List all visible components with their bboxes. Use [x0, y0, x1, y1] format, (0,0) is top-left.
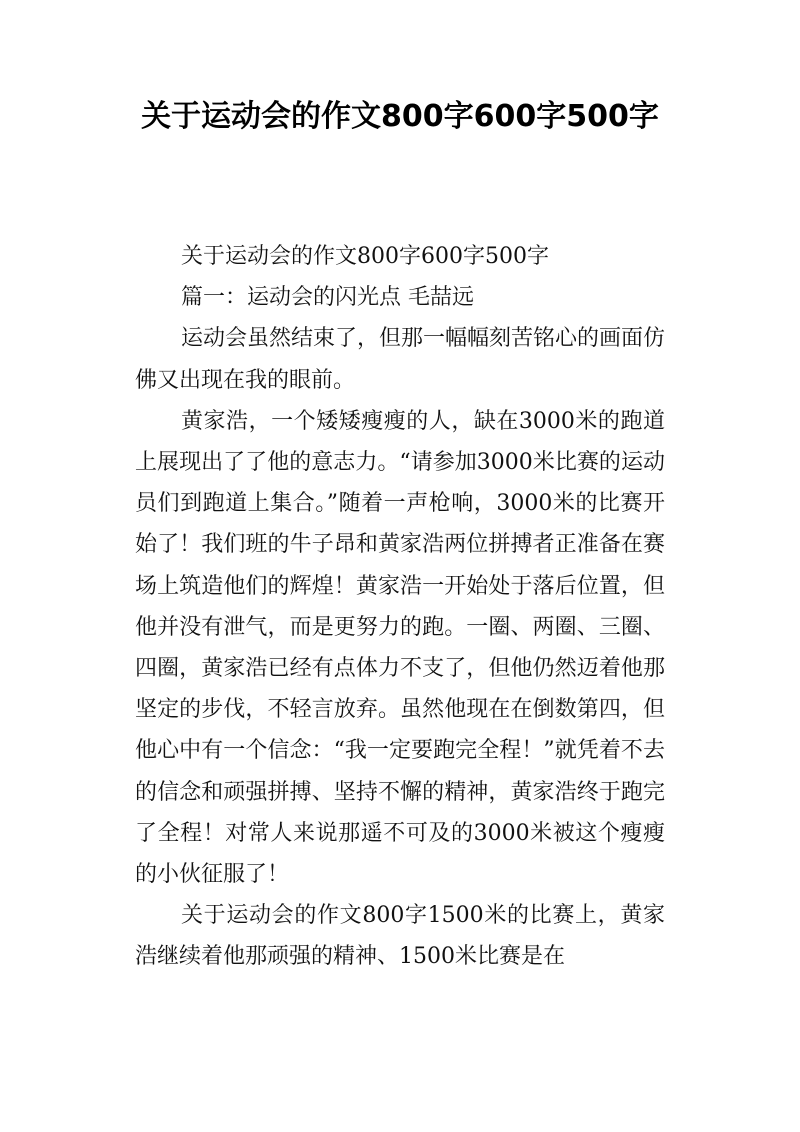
paragraph-intro: 运动会虽然结束了，但那一幅幅刻苦铭心的画面仿佛又出现在我的眼前。 — [135, 326, 666, 393]
document-title: 关于运动会的作文800字600字500字 — [141, 99, 659, 134]
paragraph-chapter-heading: 篇一：运动会的闪光点 毛喆远 — [181, 285, 474, 311]
paragraph-3000m-race: 黄家浩，一个矮矮瘦瘦的人，缺在3000米的跑道上展现出了了他的意志力。“请参加3000米比赛的运动员们到跑道上集合。”随着一声枪响，3000米的比赛开始了！我们班的牛子昂和黄家浩两位拼搏者正准备在赛场上筑造他们的辉煌！黄家浩一开始处于落后位置，但他并没有泄气，而是更努力的跑。一圈、两圈、三圈、四圈，黄家浩已经有点体力不支了，但他仍然迈着他那坚定的步伐，不轻言放弃。虽然他现在在倒数第四，但他心中有一个信念：“我一定要跑完全程！”就凭着不去的信念和顽强拼搏、坚持不懈的精神，黄家浩终于跑完了全程！对常人来说那遥不可及的3000米被这个瘦瘦的小伙征服了！ — [135, 408, 665, 888]
paragraph-subtitle: 关于运动会的作文800字600字500字 — [181, 244, 549, 269]
paragraph-1500m-race: 关于运动会的作文800字1500米的比赛上，黄家浩继续着他那顽强的精神、1500米比赛是在 — [135, 903, 665, 970]
document-body — [135, 236, 665, 978]
